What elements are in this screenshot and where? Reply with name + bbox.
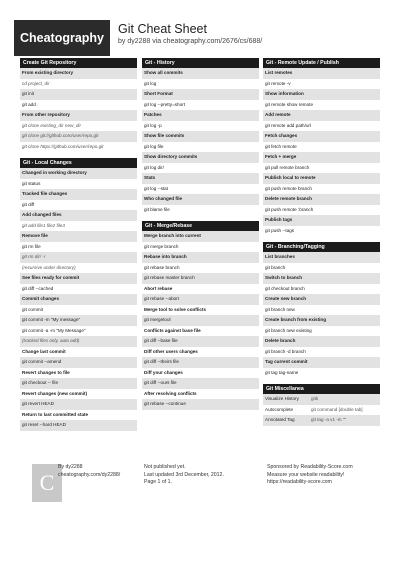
cheat-section [142,221,259,410]
footer-author-name[interactable]: By dy2288 [58,464,83,470]
entry-command: git init [20,89,137,100]
column-1 [20,58,137,437]
entry-command: git branch -d branch [263,347,380,358]
entry-command: git fetch remote [263,142,380,153]
entry-label: Create new branch [263,294,380,305]
entry-command: git remote -v [263,79,380,90]
table-row [263,415,380,426]
entry-label: See files ready for commit [20,273,137,284]
entry-label: Show all commits [142,68,259,79]
entry-label: Merge tool to solve conflicts [142,305,259,316]
entry-label: Revert changes to file [20,368,137,379]
row-label: Annotated Tag [265,417,295,422]
entry-command: git blame file [142,205,259,216]
entry-label: Revert changes (new commit) [20,389,137,400]
entry-label: List branches [263,252,380,263]
entry-command: git pull remote branch [263,163,380,174]
entry-label: Fetch + merge [263,152,380,163]
entry-label: Changed in working directory [20,168,137,179]
entry-label: Create branch from existing [263,315,380,326]
cheat-section [20,58,137,152]
entry-label: Conflicts against base file [142,326,259,337]
footer-sponsor-link[interactable]: https://readability-score.com [267,479,332,485]
row-label: Autocomplete [265,406,294,412]
entry-command: git add file1 file2 file3 [20,221,137,232]
entry-command: git diff --ours file [142,378,259,389]
entry-label: After resolving conflicts [142,389,259,400]
entry-command: git push --tags [263,226,380,237]
cheatography-c-icon: C [32,464,62,502]
entry-label: Show information [263,89,380,100]
entry-command: git branch new existing [263,326,380,337]
entry-label: Tracked file changes [20,189,137,200]
entry-label: From existing directory [20,68,137,79]
entry-command: git diff --theirs file [142,357,259,368]
entry-command: git clone git://github.com/user/repo.git [20,131,137,142]
section-heading: Git - Branching/Tagging [263,242,380,252]
row-label: Visualize History [265,396,299,401]
cheatography-logo[interactable]: Cheatography [14,20,110,56]
entry-command: git log file [142,142,259,153]
entry-command: git merge branch [142,242,259,253]
entry-label: From other repository [20,110,137,121]
footer-status [144,464,224,487]
entry-label: Diff other users changes [142,347,259,358]
entry-command: git log dir/ [142,163,259,174]
table-row [263,394,380,405]
entry-label: Rebase into branch [142,252,259,263]
entry-label: Short Format [142,89,259,100]
entry-command: git commit [20,305,137,316]
entry-command: git push remote branch [263,184,380,195]
entry-command: git log [142,79,259,90]
entry-command: git log --pretty=short [142,100,259,111]
table-row [263,405,380,416]
entry-command: git commit --amend [20,357,137,368]
entry-label: Diff your changes [142,368,259,379]
cheat-section [263,384,380,426]
entry-command: git rm dir/ -r [20,252,137,263]
entry-label: Remove file [20,231,137,242]
entry-label: Delete remote branch [263,194,380,205]
entry-command: git status [20,179,137,190]
entry-command: git rm file [20,242,137,253]
entry-command: git clone https://github.com/user/repo.git [20,142,137,153]
sheet-header [14,20,386,56]
entry-command: git checkout branch [263,284,380,295]
entry-command: git revert HEAD [20,399,137,410]
section-heading: Git Miscellanea [263,384,380,394]
entry-command: git rebase master branch [142,273,259,284]
footer-author-link[interactable]: cheatography.com/dy2288/ [58,471,121,478]
entry-command: git branch [263,263,380,274]
entry-label: Delete branch [263,336,380,347]
entry-label: Abort rebase [142,284,259,295]
entry-command: git rebase branch [142,263,259,274]
entry-command: cd project_dir [20,79,137,90]
entry-label: List remotes [263,68,380,79]
entry-label: Fetch changes [263,131,380,142]
footer-page-number: Page 1 of 1. [144,479,172,485]
entry-command: (recursive under directory) [20,263,137,274]
row-command: git tag -a v1 -m "" [311,417,347,422]
entry-command: git reset --hard HEAD [20,420,137,431]
entry-label: Show directory commits [142,152,259,163]
footer-sponsor-tagline: Measure your website readability! [267,471,345,478]
entry-label: Patches [142,110,259,121]
cheat-section [142,58,259,215]
footer-last-updated: Last updated 3rd December, 2012. [144,471,224,478]
entry-command: git rebase --abort [142,294,259,305]
column-2 [142,58,259,416]
entry-command: git add . [20,100,137,111]
cheat-section [263,58,380,236]
footer-author [58,464,120,479]
byline[interactable]: by dy2288 via cheatography.com/2676/cs/688/ [118,38,263,45]
entry-label: Who changed file [142,194,259,205]
section-heading: Git - Merge/Rebase [142,221,259,231]
row-command: git command [double tab] [311,406,363,412]
entry-label: Switch to branch [263,273,380,284]
column-3 [263,58,380,432]
entry-command: git remote add path/url [263,121,380,132]
entry-command: git diff [20,200,137,211]
section-heading: Create Git Repository [20,58,137,68]
entry-label: Publish local to remote [263,173,380,184]
title-block [118,22,262,45]
entry-label: Change last commit [20,347,137,358]
entry-command: git checkout -- file [20,378,137,389]
entry-label: Commit changes [20,294,137,305]
entry-label: Add remote [263,110,380,121]
cheat-section [263,242,380,378]
row-command: gitk [311,396,319,401]
entry-command: git diff --base file [142,336,259,347]
entry-label: Show file commits [142,131,259,142]
entry-command: git log --stat [142,184,259,195]
entry-command: (tracked files only, auto add) [20,336,137,347]
entry-command: git mergetool [142,315,259,326]
page-footer [20,464,380,504]
entry-command: git branch new [263,305,380,316]
entry-command: git commit -a -m "My Message" [20,326,137,337]
entry-label: Add changed files [20,210,137,221]
section-heading: Git - Remote Update / Publish [263,58,380,68]
cheat-section [20,158,137,431]
entry-command: git clone existing_dir new_dir [20,121,137,132]
entry-command: git remote show remote [263,100,380,111]
entry-command: git push remote :branch [263,205,380,216]
entry-label: Tag current commit [263,357,380,368]
page-title: Git Cheat Sheet [118,22,207,36]
section-heading: Git - Local Changes [20,158,137,168]
section-heading: Git - History [142,58,259,68]
footer-sponsor [267,464,353,487]
footer-sponsor-line: Sponsored by Readability-Score.com [267,464,353,470]
footer-publish-status: Not published yet. [144,464,186,470]
entry-label: Publish tags [263,215,380,226]
entry-label: Merge branch into current [142,231,259,242]
entry-label: Return to last committed state [20,410,137,421]
entry-command: git diff --cached [20,284,137,295]
entry-command: git rebase --continue [142,399,259,410]
entry-label: Stats [142,173,259,184]
entry-command: git commit -m "My message" [20,315,137,326]
entry-command: git tag tag-name [263,368,380,379]
entry-command: git log -p [142,121,259,132]
